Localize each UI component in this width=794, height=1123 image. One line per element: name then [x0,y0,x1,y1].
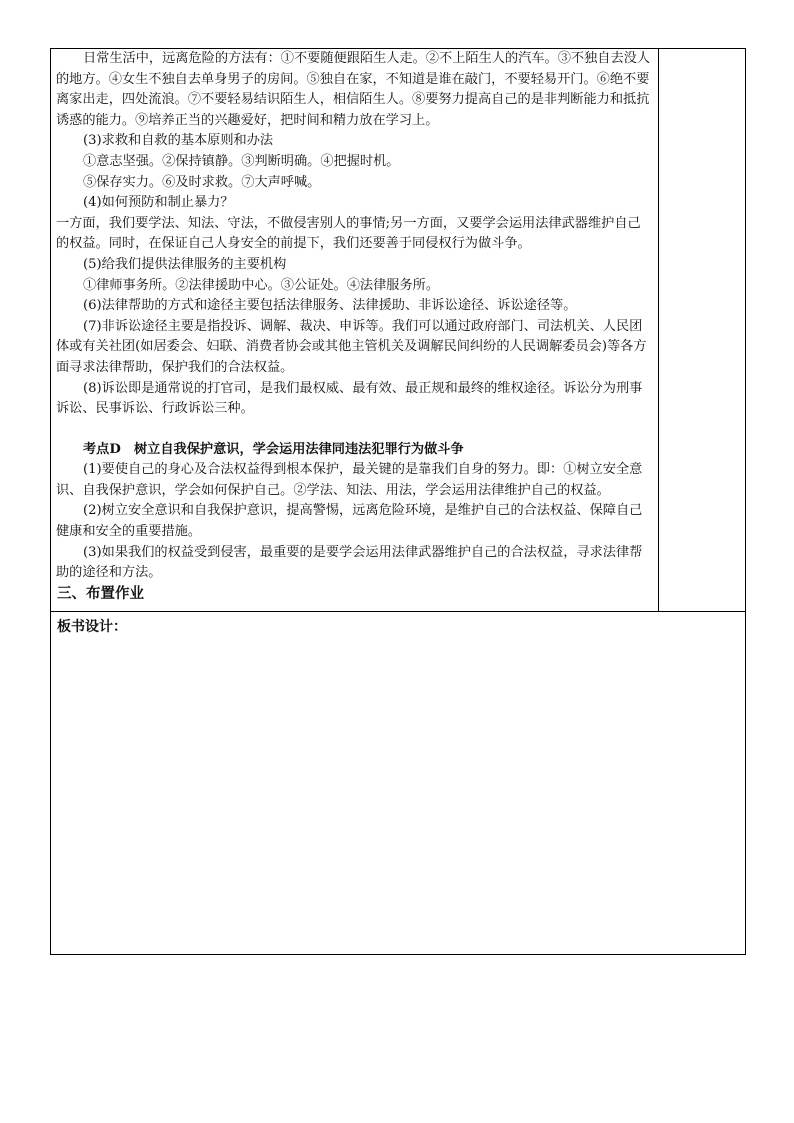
paragraph: (1)要使自己的身心及合法权益得到根本保护，最关键的是靠我们自身的努力。即：①树立安全意识、自我保护意识，学会如何保护自己。②学法、知法、用法，学会运用法律维护自己的权益。 [56,462,643,498]
paragraph: ①意志坚强。②保持镇静。③判断明确。④把握时机。 [83,153,400,169]
paragraph: (7)非诉讼途径主要是指投诉、调解、裁决、申诉等。我们可以通过政府部门、司法机关、人民团体或有关社团(如居委会、妇联、消费者协会或其他主管机关及调解民间纠纷的人民调解委员会)等各方面寻求法律帮助，保护我们的合法权益。 [56,318,647,375]
section-heading: 考点D 树立自我保护意识，学会运用法律同违法犯罪行为做斗争 [83,441,464,457]
subheading: (5)给我们提供法律服务的主要机构 [83,256,287,272]
content-row [51,49,745,612]
paragraph: (2)树立安全意识和自我保护意识，提高警惕，远离危险环境，是维护自己的合法权益、保障自己健康和安全的重要措施。 [56,503,643,540]
paragraph: ⑤保存实力。⑥及时求救。⑦大声呼喊。 [83,174,321,190]
paragraph: (6)法律帮助的方式和途径主要包括法律服务、法律援助、非诉讼途径、诉讼途径等。 [83,298,577,314]
subheading: (4)如何预防和制止暴力？ [83,195,234,211]
paragraph: (3)如果我们的权益受到侵害，最重要的是要学会运用法律武器维护自己的合法权益，寻求法律帮助的途径和方法。 [56,544,643,581]
notes-cell [659,49,745,611]
board-design-label: 板书设计： [57,619,127,635]
paragraph: (8)诉讼即是通常说的打官司，是我们最权威、最有效、最正规和最终的维权途径。诉讼分为刑事诉讼、民事诉讼、行政诉讼三种。 [56,380,643,417]
homework-heading: 三、布置作业 [57,584,144,602]
spacer [56,420,652,440]
lesson-table [50,48,746,955]
paragraph: 一方面，我们要学法、知法、守法，不做侵害别人的事情;另一方面，又要学会运用法律武器维护自己的权益。同时，在保证自己人身安全的前提下，我们还要善于同侵权行为做斗争。 [56,215,641,252]
board-design-row [51,612,745,954]
paragraph: 日常生活中，远离危险的方法有：①不要随便跟陌生人走。②不上陌生人的汽车。③不独自去没人的地方。④女生不独自去单身男子的房间。⑤独自在家，不知道是谁在敲门，不要轻易开门。⑥绝不要离家出走，四处流浪。⑦不要轻易结识陌生人，相信陌生人。⑧要努力提高自己的是非判断能力和抵抗诱惑的能力。⑨培养正当的兴趣爱好，把时间和精力放在学习上。 [56,51,651,128]
paragraph: ①律师事务所。②法律援助中心。③公证处。④法律服务所。 [83,277,440,293]
content-cell [51,49,659,611]
subheading: (3)求救和自救的基本原则和办法 [83,133,274,149]
